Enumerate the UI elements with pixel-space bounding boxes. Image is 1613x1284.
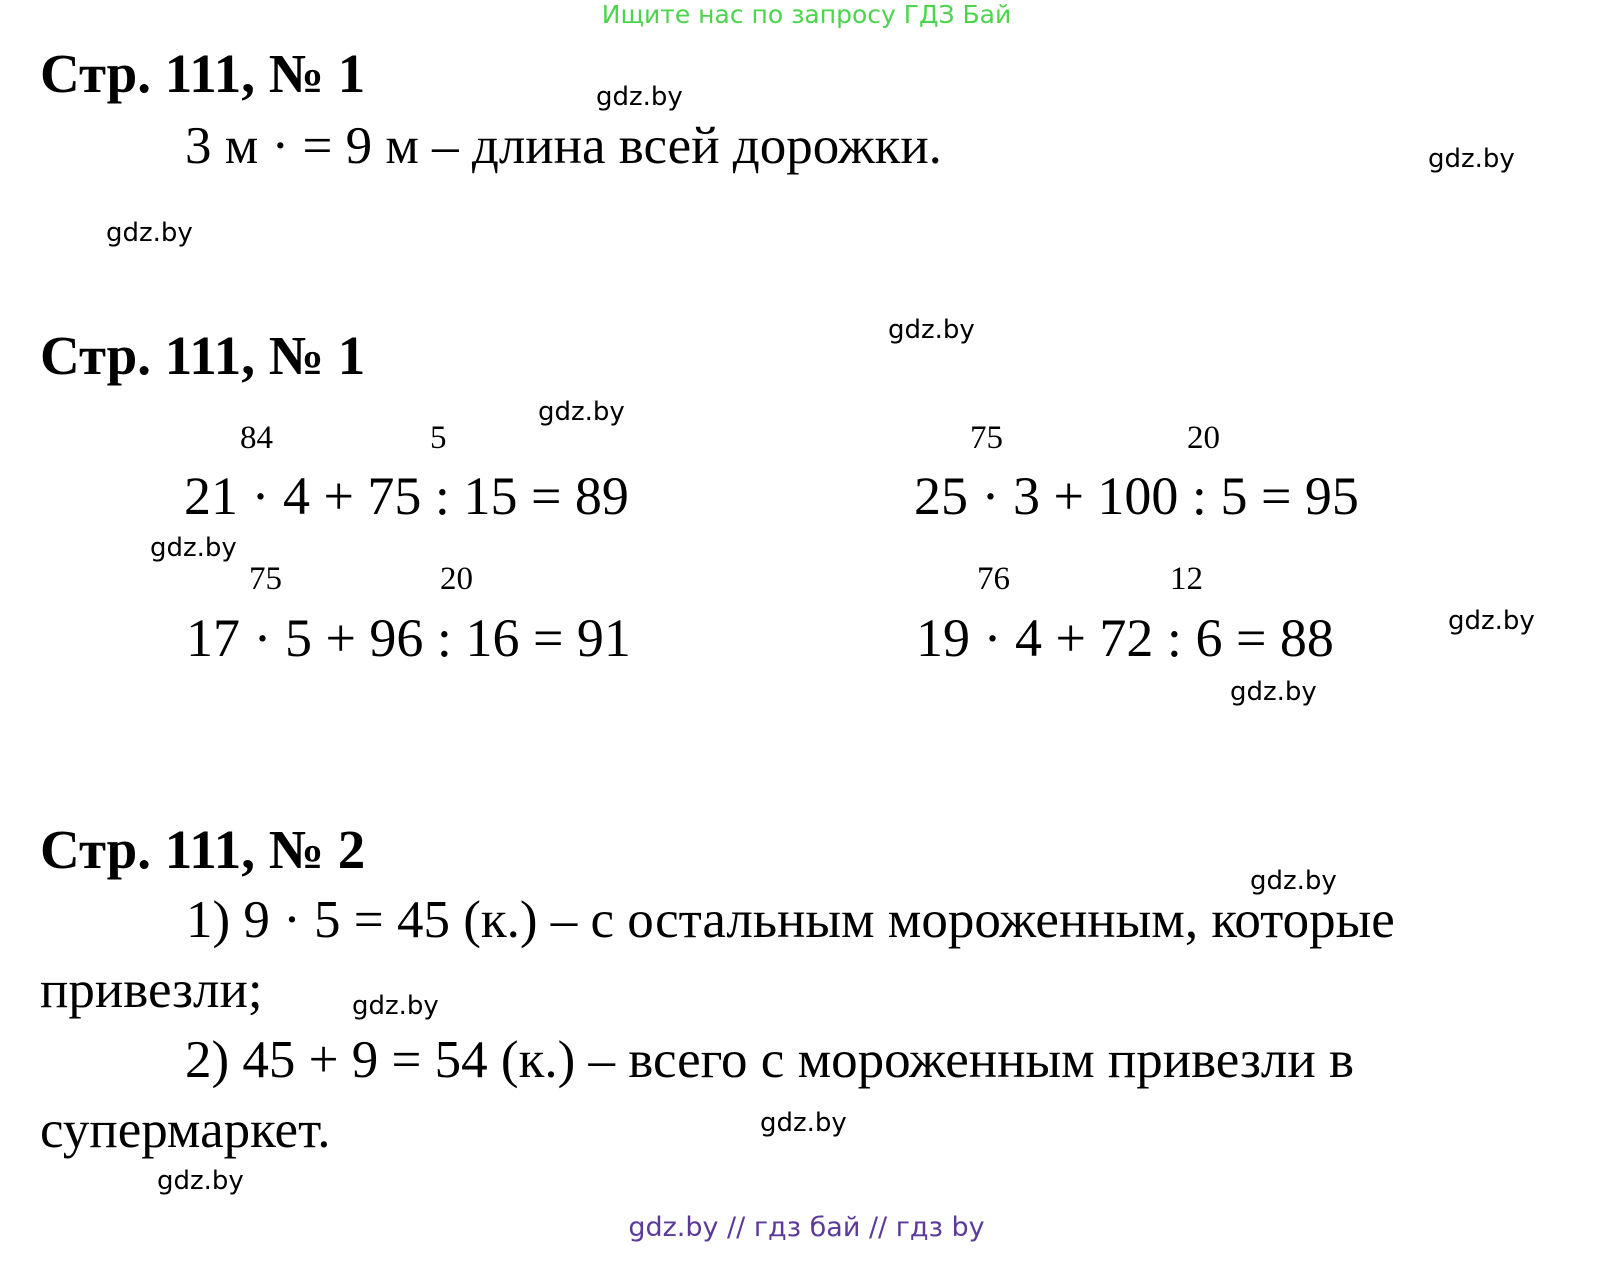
watermark: gdz.by xyxy=(1428,144,1515,174)
watermark: gdz.by xyxy=(157,1166,244,1196)
section-3-line-3: 2) 45 + 9 = 54 (к.) – всего с мороженным привезли в xyxy=(185,1031,1355,1089)
top-banner: Ищите нас по запросу ГДЗ Бай xyxy=(601,0,1012,29)
section-3-line-2: привезли; xyxy=(40,961,263,1019)
equation-1-sup-1: 84 xyxy=(240,420,273,456)
watermark: gdz.by xyxy=(760,1108,847,1138)
equation-1-sup-2: 5 xyxy=(430,420,447,456)
watermark: gdz.by xyxy=(352,991,439,1021)
section-3-line-4: супермаркет. xyxy=(40,1101,331,1159)
watermark: gdz.by xyxy=(106,218,193,248)
equation-4-sup-2: 12 xyxy=(1170,561,1203,597)
footer-links: gdz.by // гдз бай // гдз by xyxy=(628,1212,985,1243)
section-1-line: 3 м · = 9 м – длина всей дорожки. xyxy=(185,117,942,175)
section-2-heading: Стр. 111, № 1 xyxy=(40,325,366,386)
equation-1: 21 · 4 + 75 : 15 = 89 xyxy=(184,466,629,526)
equation-3-sup-1: 75 xyxy=(249,561,282,597)
watermark: gdz.by xyxy=(1230,677,1317,707)
equation-2-sup-1: 75 xyxy=(970,420,1003,456)
watermark: gdz.by xyxy=(150,533,237,563)
section-3-line-1: 1) 9 · 5 = 45 (к.) – с остальным мороженным, которые xyxy=(186,891,1395,949)
watermark: gdz.by xyxy=(1250,866,1337,896)
equation-2: 25 · 3 + 100 : 5 = 95 xyxy=(914,466,1359,526)
watermark: gdz.by xyxy=(1448,606,1535,636)
equation-3-sup-2: 20 xyxy=(440,561,473,597)
equation-4-sup-1: 76 xyxy=(977,561,1010,597)
equation-3: 17 · 5 + 96 : 16 = 91 xyxy=(186,608,631,668)
equation-2-sup-2: 20 xyxy=(1187,420,1220,456)
watermark: gdz.by xyxy=(596,82,683,112)
section-3-heading: Стр. 111, № 2 xyxy=(40,819,366,880)
watermark: gdz.by xyxy=(538,397,625,427)
watermark: gdz.by xyxy=(888,315,975,345)
equation-4: 19 · 4 + 72 : 6 = 88 xyxy=(916,608,1334,668)
section-1-heading: Стр. 111, № 1 xyxy=(40,43,366,104)
